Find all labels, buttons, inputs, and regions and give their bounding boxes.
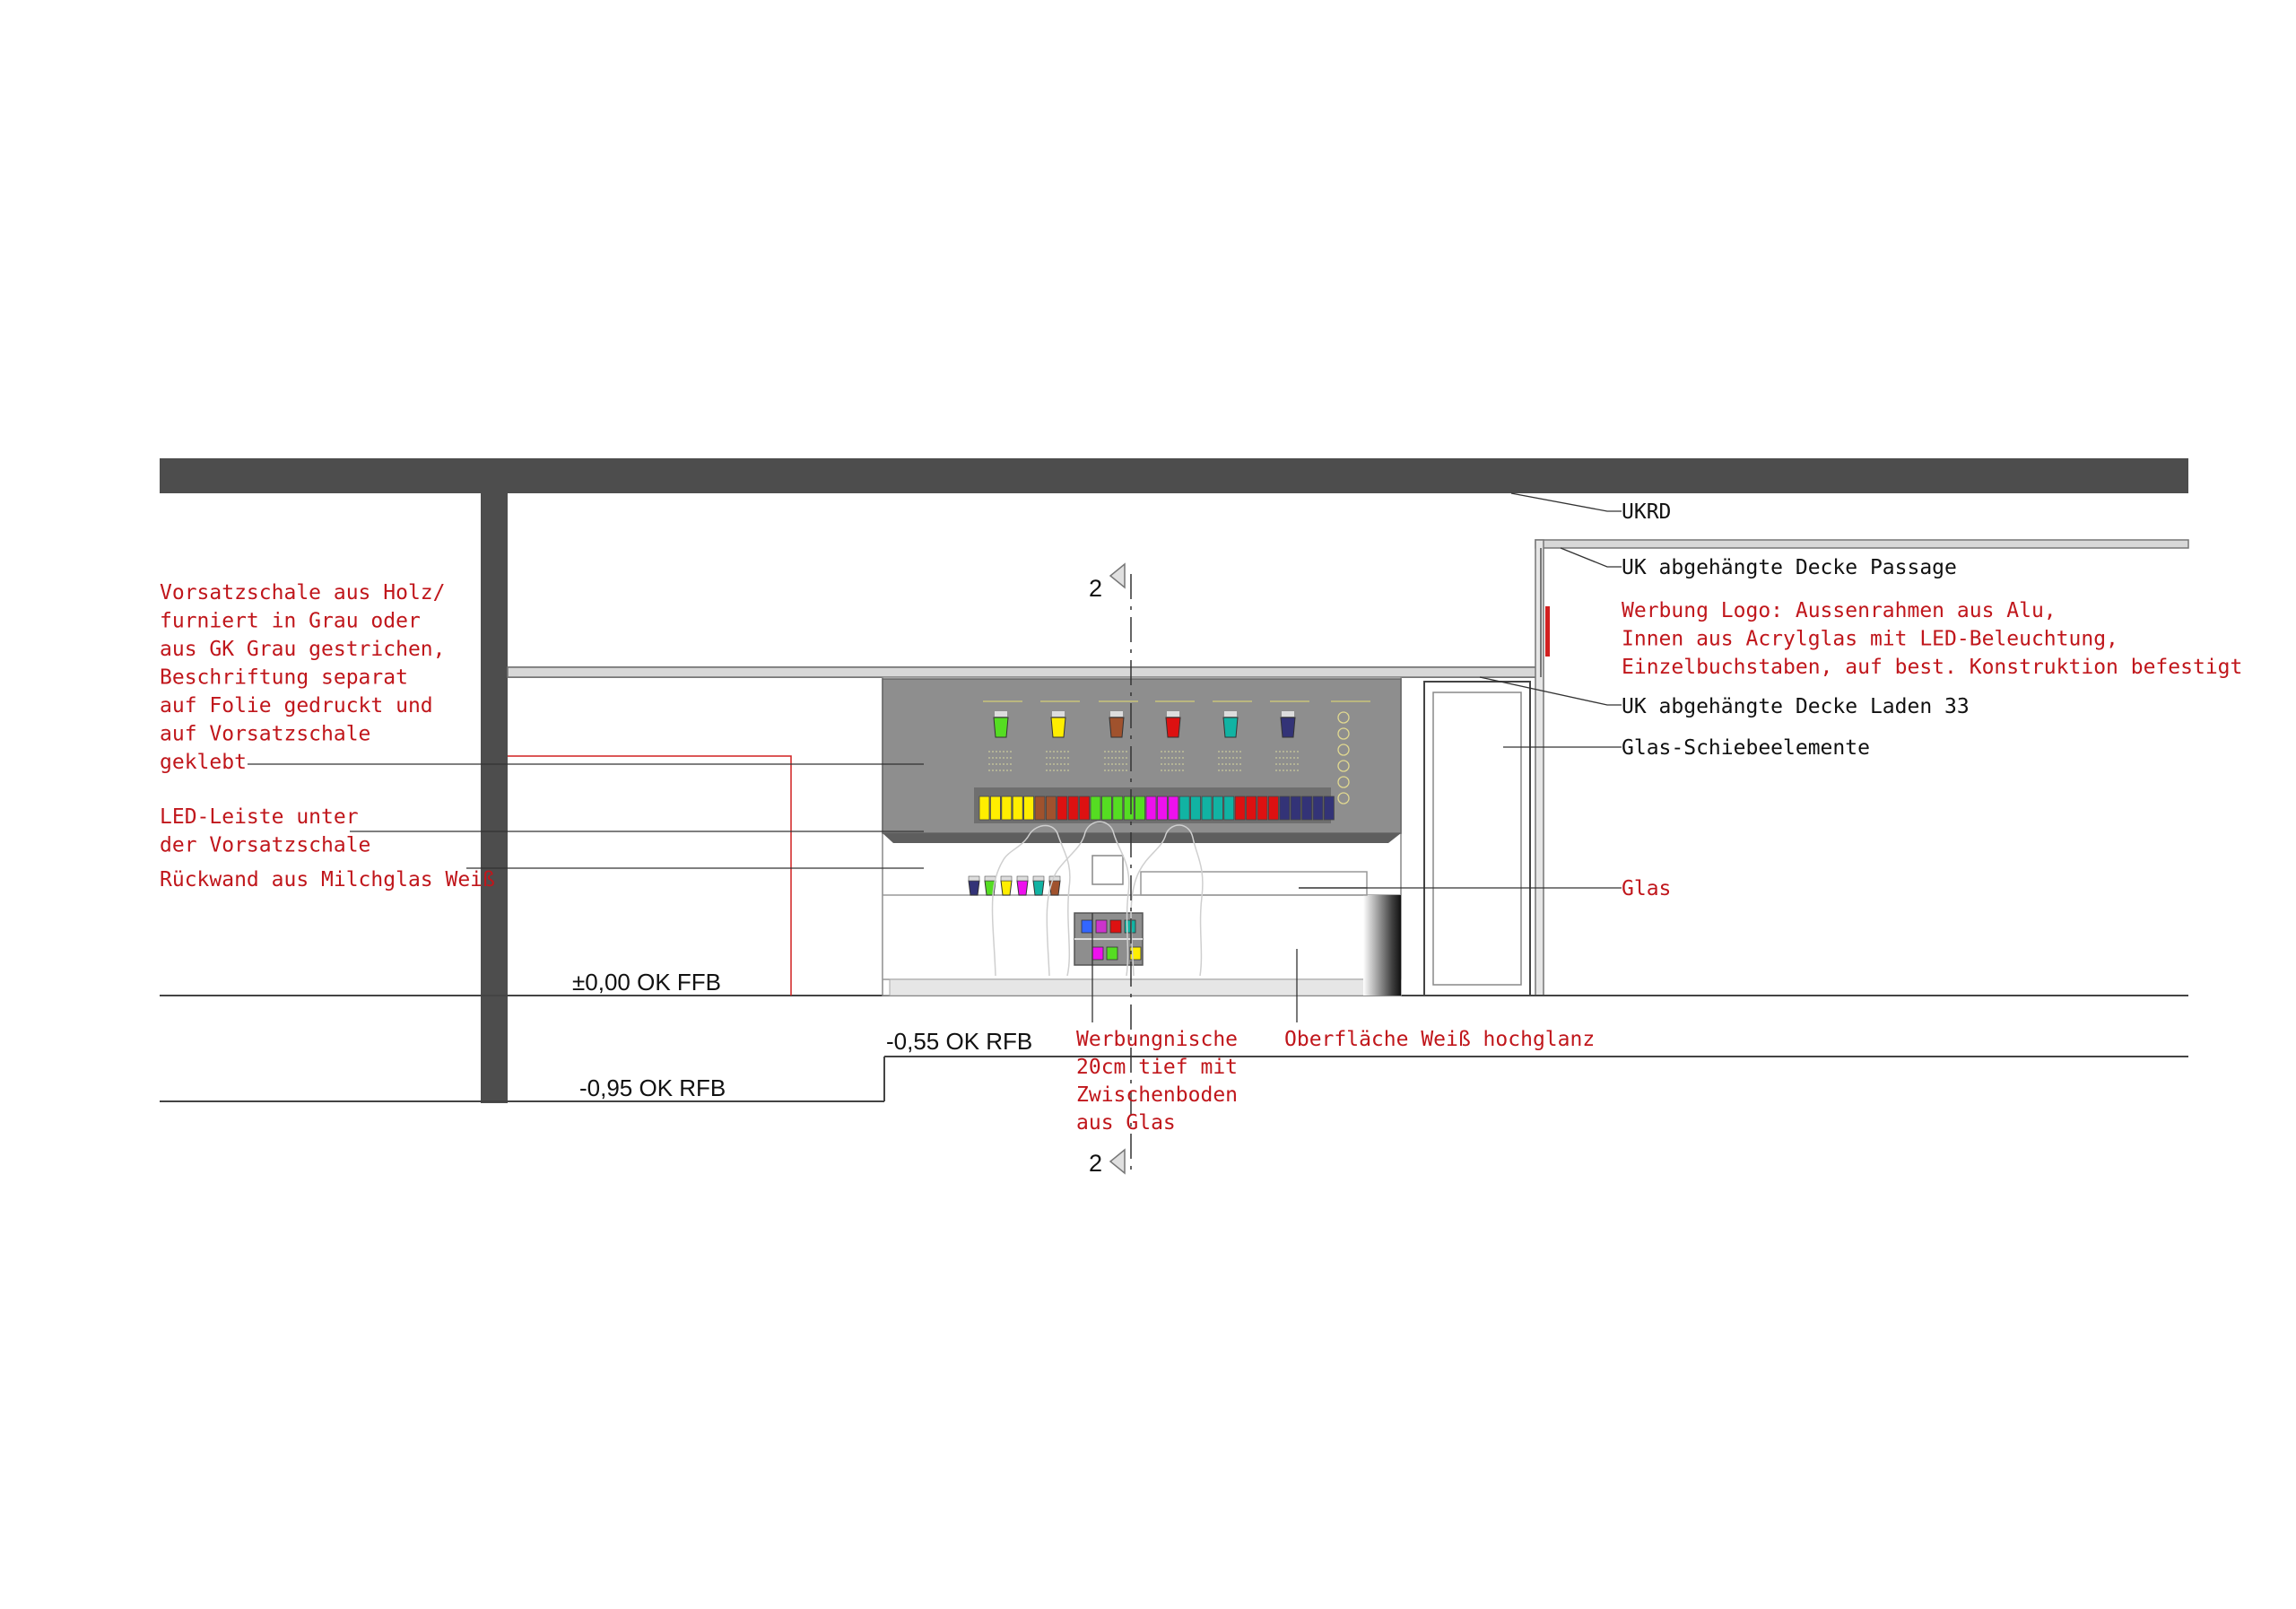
suspended-ceiling-passage bbox=[1535, 540, 2188, 548]
led-block bbox=[1302, 796, 1312, 820]
led-block bbox=[1080, 796, 1090, 820]
menu-cup-lid bbox=[1167, 711, 1179, 717]
niche-item bbox=[1092, 947, 1103, 960]
section-arrow-top bbox=[1110, 564, 1125, 587]
note-line: aus Glas bbox=[1076, 1111, 1176, 1135]
note-line: auf Vorsatzschale bbox=[160, 722, 371, 746]
note-vorsatzschale bbox=[160, 581, 446, 774]
led-block bbox=[1268, 796, 1278, 820]
led-block bbox=[1157, 796, 1167, 820]
menu-cup-lid bbox=[1224, 711, 1237, 717]
led-block bbox=[1091, 796, 1100, 820]
passage-wall bbox=[1535, 540, 1544, 996]
note-oberflaeche: Oberfläche Weiß hochglanz bbox=[1284, 1028, 1596, 1051]
note-ukrd: UKRD bbox=[1622, 500, 1672, 524]
led-block bbox=[1146, 796, 1156, 820]
note-line: aus GK Grau gestrichen, bbox=[160, 638, 446, 661]
counter-cup bbox=[1001, 881, 1012, 895]
cash-register bbox=[1092, 856, 1123, 884]
note-glas: Glas bbox=[1622, 877, 1672, 900]
counter-cup-lid bbox=[1049, 876, 1060, 881]
board-underside bbox=[883, 833, 1401, 843]
menu-cup-lid bbox=[995, 711, 1007, 717]
note-line: furniert in Grau oder bbox=[160, 609, 421, 633]
counter-cup bbox=[1017, 881, 1028, 895]
led-block bbox=[1113, 796, 1123, 820]
note-line: auf Folie gedruckt und bbox=[160, 694, 433, 718]
note-line: Werbungnische bbox=[1076, 1028, 1239, 1051]
menu-cup bbox=[1223, 718, 1238, 737]
menu-cup-lid bbox=[1282, 711, 1294, 717]
niche-item bbox=[1082, 920, 1092, 933]
logo-bracket bbox=[1545, 606, 1550, 657]
section-label-bottom: 2 bbox=[1089, 1150, 1103, 1177]
counter-assembly bbox=[883, 677, 1401, 996]
section-label-top: 2 bbox=[1089, 575, 1103, 602]
note-line: Vorsatzschale aus Holz/ bbox=[160, 581, 446, 604]
left-column bbox=[481, 493, 508, 1103]
note-rueckwand: Rückwand aus Milchglas Weiß bbox=[160, 868, 495, 891]
note-led-leiste bbox=[160, 805, 370, 857]
niche-item bbox=[1110, 920, 1121, 933]
led-block bbox=[1101, 796, 1111, 820]
led-block bbox=[1280, 796, 1290, 820]
menu-cup bbox=[1166, 718, 1180, 737]
note-werbung-logo bbox=[1622, 599, 2242, 679]
led-block bbox=[1013, 796, 1022, 820]
led-block bbox=[1135, 796, 1145, 820]
counter-cup bbox=[1033, 881, 1044, 895]
led-block bbox=[1324, 796, 1334, 820]
note-line: geklebt bbox=[160, 751, 247, 774]
led-block bbox=[1202, 796, 1212, 820]
led-block bbox=[979, 796, 989, 820]
counter-cup-lid bbox=[1001, 876, 1012, 881]
led-block bbox=[1313, 796, 1323, 820]
led-block bbox=[1124, 796, 1134, 820]
counter-cup-lid bbox=[1017, 876, 1028, 881]
led-block bbox=[990, 796, 1000, 820]
led-block bbox=[1046, 796, 1056, 820]
menu-cup bbox=[1051, 718, 1065, 737]
level-rfb-095: -0,95 OK RFB bbox=[579, 1074, 726, 1101]
led-block bbox=[1179, 796, 1189, 820]
section-arrow-bottom bbox=[1110, 1150, 1125, 1173]
led-block bbox=[1002, 796, 1012, 820]
led-block bbox=[1247, 796, 1257, 820]
level-ffb: ±0,00 OK FFB bbox=[572, 969, 721, 996]
led-block bbox=[1291, 796, 1300, 820]
counter-base bbox=[890, 979, 1401, 996]
counter-end-cap bbox=[1363, 895, 1401, 996]
note-glas-schiebe: Glas-Schiebeelemente bbox=[1622, 736, 1870, 760]
counter-cup-lid bbox=[969, 876, 979, 881]
menu-cup bbox=[1109, 718, 1124, 737]
niche-item bbox=[1107, 947, 1118, 960]
led-block bbox=[1068, 796, 1078, 820]
led-block bbox=[1235, 796, 1245, 820]
note-line: Werbung Logo: Aussenrahmen aus Alu, bbox=[1622, 599, 2057, 622]
level-rfb-055: -0,55 OK RFB bbox=[886, 1028, 1033, 1055]
note-line: Einzelbuchstaben, auf best. Konstruktion befestigt bbox=[1622, 656, 2243, 679]
menu-cup bbox=[994, 718, 1008, 737]
note-line: der Vorsatzschale bbox=[160, 833, 371, 857]
niche-item bbox=[1125, 920, 1135, 933]
led-block bbox=[1057, 796, 1067, 820]
note-uk-passage: UK abgehängte Decke Passage bbox=[1622, 556, 1957, 579]
note-uk-laden: UK abgehängte Decke Laden 33 bbox=[1622, 695, 1970, 718]
led-block bbox=[1213, 796, 1222, 820]
note-line: 20cm tief mit bbox=[1076, 1056, 1239, 1079]
glass-sliding-element bbox=[1424, 682, 1530, 996]
menu-cup-lid bbox=[1052, 711, 1065, 717]
led-block bbox=[1257, 796, 1267, 820]
led-block bbox=[1191, 796, 1201, 820]
niche-item bbox=[1096, 920, 1107, 933]
counter-cup-lid bbox=[985, 876, 996, 881]
note-line: Zwischenboden bbox=[1076, 1083, 1239, 1107]
ceiling-slab bbox=[160, 458, 2188, 493]
red-outline-detail bbox=[508, 756, 791, 996]
led-block bbox=[1024, 796, 1034, 820]
note-line: Beschriftung separat bbox=[160, 665, 408, 690]
counter-cup-lid bbox=[1033, 876, 1044, 881]
menu-cup bbox=[1281, 718, 1295, 737]
note-line: LED-Leiste unter bbox=[160, 805, 359, 829]
note-werbungnische bbox=[1076, 1028, 1238, 1135]
note-line: Innen aus Acrylglas mit LED-Beleuchtung, bbox=[1622, 627, 2118, 651]
menu-cup-lid bbox=[1110, 711, 1123, 717]
counter-cup bbox=[969, 881, 979, 895]
led-block bbox=[1224, 796, 1234, 820]
led-block bbox=[1169, 796, 1178, 820]
led-block bbox=[1035, 796, 1045, 820]
